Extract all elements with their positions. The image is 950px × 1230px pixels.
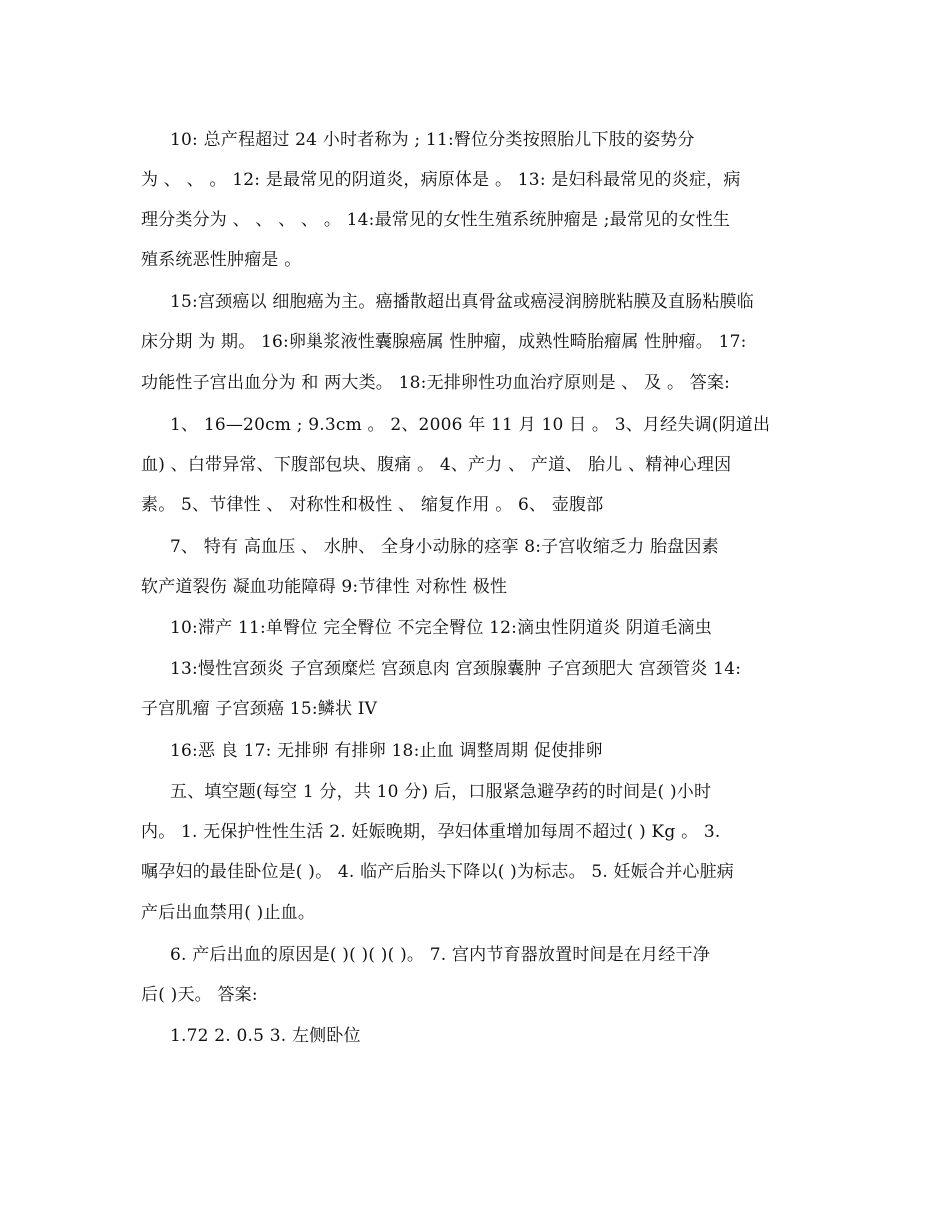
text-line: 软产道裂伤 凝血功能障碍 9:节律性 对称性 极性	[141, 577, 508, 597]
text-line: 子宫肌瘤 子宫颈癌 15:鳞状 IV	[141, 699, 378, 719]
text-line: 1.72 2. 0.5 3. 左侧卧位	[170, 1026, 361, 1046]
text-line: 床分期 为 期。 16:卵巢浆液性囊腺癌属 性肿瘤，成熟性畸胎瘤属 性肿瘤。 17:	[141, 332, 747, 352]
text-line: 15:宫颈癌以 细胞癌为主。癌播散超出真骨盆或癌浸润膀胱粘膜及直肠粘膜临	[170, 292, 754, 312]
text-line: 功能性子宫出血分为 和 两大类。 18:无排卵性功血治疗原则是 、 及 。 答案:	[141, 373, 731, 393]
text-line: 13:慢性宫颈炎 子宫颈糜烂 宫颈息肉 宫颈腺囊肿 子宫颈肥大 宫颈管炎 14:	[170, 659, 742, 679]
text-line: 10: 总产程超过 24 小时者称为 ; 11:臀位分类按照胎儿下肢的姿势分	[170, 130, 695, 150]
text-line: 五、填空题(每空 1 分，共 10 分) 后，口服紧急避孕药的时间是( )小时	[170, 782, 712, 802]
text-line: 7、 特有 高血压 、 水肿、 全身小动脉的痉挛 8:子宫收缩乏力 胎盘因素	[170, 537, 719, 557]
text-line: 素。 5、节律性 、 对称性和极性 、 缩复作用 。 6、 壶腹部	[141, 495, 604, 515]
text-line: 1、 16—20cm ; 9.3cm 。 2、2006 年 11 月 10 日 。 3、月经失调(阴道出	[170, 415, 771, 435]
text-line: 产后出血禁用( )止血。	[141, 903, 316, 923]
text-line: 内。 1. 无保护性性生活 2. 妊娠晚期，孕妇体重增加每周不超过( ) Kg 。 3.	[141, 822, 721, 842]
text-line: 后( )天。 答案:	[141, 985, 258, 1005]
text-line: 6. 产后出血的原因是( )( )( )( )。 7. 宫内节育器放置时间是在月经干净	[170, 945, 710, 965]
text-line: 血) 、白带异常、下腹部包块、腹痛 。 4、产力 、 产道、 胎儿 、精神心理因	[141, 455, 732, 475]
text-line: 嘱孕妇的最佳卧位是( )。 4. 临产后胎头下降以( )为标志。 5. 妊娠合并心脏病	[141, 862, 734, 882]
text-line: 理分类分为 、 、 、 、 。 14:最常见的女性生殖系统肿瘤是 ;最常见的女性生	[141, 210, 731, 230]
text-line: 10:滞产 11:单臀位 完全臀位 不完全臀位 12:滴虫性阴道炎 阴道毛滴虫	[170, 618, 712, 638]
text-line: 殖系统恶性肿瘤是 。	[141, 250, 302, 270]
text-line: 16:恶 良 17: 无排卵 有排卵 18:止血 调整周期 促使排卵	[170, 741, 603, 761]
text-line: 为 、 、 。 12: 是最常见的阴道炎，病原体是 。 13: 是妇科最常见的炎症，病	[141, 170, 741, 190]
